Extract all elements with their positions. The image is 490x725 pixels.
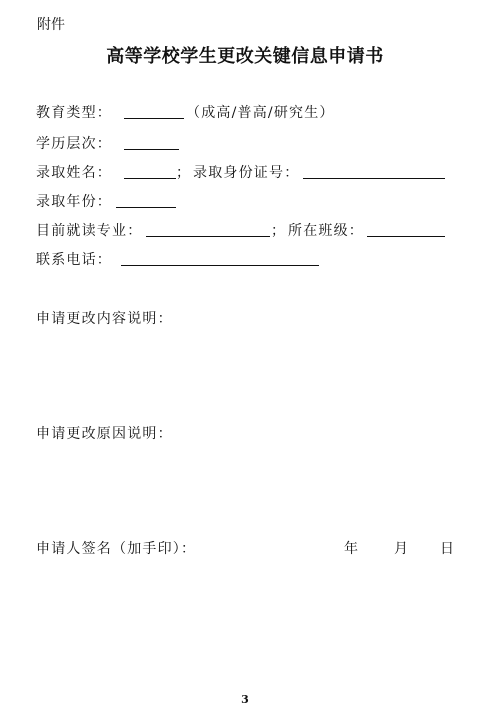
signature-month: 月 <box>394 541 410 557</box>
semicolon: ； <box>176 165 192 181</box>
signature-year: 年 <box>344 541 360 557</box>
admission-id-label: 录取身份证号： <box>193 165 300 181</box>
education-type-label: 教育类型： <box>36 105 112 121</box>
change-reason-heading: 申请更改原因说明： <box>36 426 173 442</box>
document-title: 高等学校学生更改关键信息申请书 <box>106 46 384 67</box>
class-label: 所在班级： <box>288 223 364 239</box>
semicolon-2: ； <box>271 223 287 239</box>
annex-label: 附件 <box>37 17 65 33</box>
degree-level-blank[interactable] <box>124 149 179 150</box>
education-type-blank[interactable] <box>124 118 184 119</box>
phone-blank[interactable] <box>121 265 319 266</box>
page-number: 3 <box>241 693 249 706</box>
signature-day: 日 <box>440 541 456 557</box>
current-major-label: 目前就读专业： <box>36 223 143 239</box>
admission-name-blank[interactable] <box>124 178 176 179</box>
class-blank[interactable] <box>367 236 445 237</box>
change-content-heading: 申请更改内容说明： <box>36 311 173 327</box>
admission-year-blank[interactable] <box>116 207 176 208</box>
degree-level-label: 学历层次： <box>36 136 112 152</box>
admission-year-label: 录取年份： <box>36 194 112 210</box>
signature-label: 申请人签名（加手印）： <box>36 541 197 557</box>
education-type-hint: （成高/普高/研究生） <box>186 105 335 121</box>
admission-id-blank[interactable] <box>303 178 445 179</box>
admission-name-label: 录取姓名： <box>36 165 112 181</box>
phone-label: 联系电话： <box>36 252 112 268</box>
current-major-blank[interactable] <box>146 236 270 237</box>
